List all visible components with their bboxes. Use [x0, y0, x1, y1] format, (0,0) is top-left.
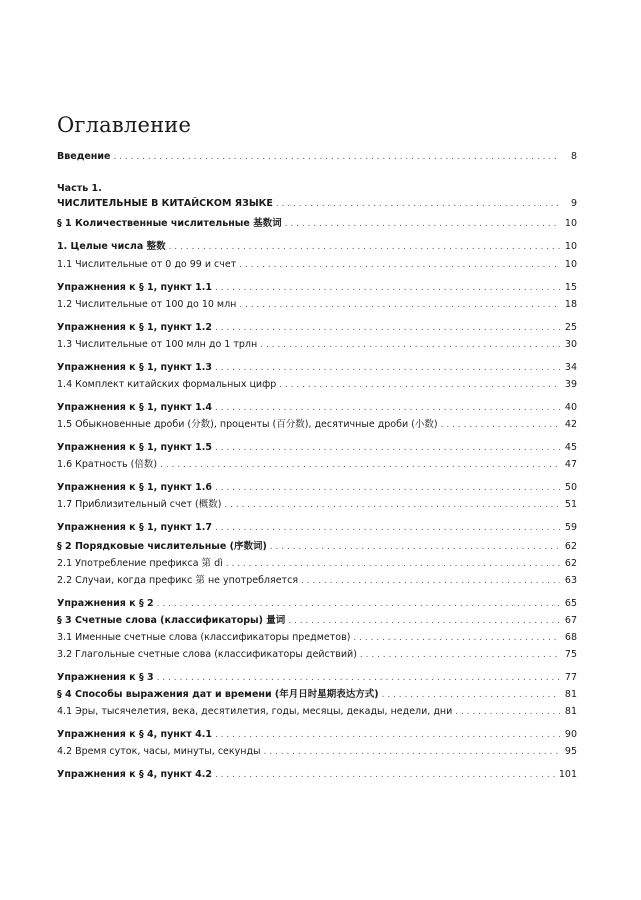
- toc-leader-dots: [215, 361, 560, 375]
- toc-entry-title: 3.2 Глагольные счетные слова (классификаторы действий): [57, 649, 357, 660]
- toc-entry-title: 1.7 Приблизительный счет (概数): [57, 499, 222, 510]
- toc-entry[interactable]: [57, 557, 577, 571]
- toc-entry-page: 101: [558, 769, 577, 780]
- toc-entry-page: 45: [564, 442, 577, 453]
- toc-entry-title: Упражнения к § 1, пункт 1.1: [57, 282, 212, 293]
- toc-leader-dots: [264, 745, 560, 759]
- toc-entry-title: Упражнения к § 1, пункт 1.5: [57, 442, 212, 453]
- toc-entry-page: 42: [564, 419, 577, 430]
- part-label: Часть 1.: [57, 183, 102, 194]
- toc-entry-page: 68: [564, 632, 577, 643]
- toc-entry-page: 51: [564, 499, 577, 510]
- toc-entry[interactable]: [57, 321, 577, 335]
- toc-leader-dots: [169, 240, 560, 254]
- toc-entry[interactable]: [57, 378, 577, 392]
- toc-entry[interactable]: [57, 298, 577, 312]
- toc-entry-title: § 2 Порядковые числительные (序数词): [57, 541, 267, 552]
- toc-entry-title: 1.2 Числительные от 100 до 10 млн: [57, 299, 237, 310]
- toc-entry-page: 81: [564, 689, 577, 700]
- toc-entry-title: Введение: [57, 151, 111, 162]
- toc-entry-title: 1.6 Кратность (倍数): [57, 459, 158, 470]
- toc-entry-title: 1.3 Числительные от 100 млн до 1 трлн: [57, 339, 258, 350]
- toc-entry-title: 2.1 Употребление префикса 第 dì: [57, 558, 223, 569]
- toc-leader-dots: [276, 197, 560, 211]
- toc-leader-dots: [215, 768, 556, 782]
- toc-entry[interactable]: [57, 574, 577, 588]
- toc-entry[interactable]: [57, 768, 577, 782]
- toc-entry-title: Упражнения к § 2: [57, 598, 154, 609]
- toc-entry-page: 77: [564, 672, 577, 683]
- toc-leader-dots: [224, 498, 560, 512]
- toc-entry-page: 62: [564, 541, 577, 552]
- toc-entry-title: Упражнения к § 4, пункт 4.2: [57, 769, 212, 780]
- toc-entry[interactable]: [57, 745, 577, 759]
- toc-entry-title: § 4 Способы выражения дат и времени (年月日时星期表达方式): [57, 689, 379, 700]
- toc-leader-dots: [279, 378, 560, 392]
- toc-leader-dots: [113, 150, 560, 164]
- toc-leader-dots: [215, 728, 560, 742]
- toc-entry-page: 40: [564, 402, 577, 413]
- toc-entry-title: ЧИСЛИТЕЛЬНЫЕ В КИТАЙСКОМ ЯЗЫКЕ: [57, 198, 273, 209]
- toc-entry-page: 50: [564, 482, 577, 493]
- toc-entry-page: 15: [564, 282, 577, 293]
- toc-entry-page: 62: [564, 558, 577, 569]
- toc-entry[interactable]: [57, 614, 577, 628]
- toc-entry[interactable]: [57, 418, 577, 432]
- toc-entry-title: 1.1 Числительные от 0 до 99 и счет: [57, 259, 237, 270]
- toc-entry[interactable]: [57, 458, 577, 472]
- toc-leader-dots: [215, 521, 560, 535]
- toc-leader-dots: [215, 401, 560, 415]
- toc-leader-dots: [360, 648, 560, 662]
- toc-page: [57, 0, 577, 900]
- toc-entry[interactable]: [57, 150, 577, 164]
- toc-entry-page: 81: [564, 706, 577, 717]
- toc-leader-dots: [285, 217, 560, 231]
- toc-entry[interactable]: [57, 688, 577, 702]
- toc-entry-page: 10: [564, 241, 577, 252]
- toc-entry-title: 1. Целые числа 整数: [57, 241, 166, 252]
- toc-entry-title: Упражнения к § 1, пункт 1.3: [57, 362, 212, 373]
- toc-entry-title: 4.1 Эры, тысячелетия, века, десятилетия, годы, месяцы, декады, недели, дни: [57, 706, 453, 717]
- toc-entry-page: 63: [564, 575, 577, 586]
- toc-entry-title: § 1 Количественные числительные 基数词: [57, 218, 282, 229]
- toc-entry[interactable]: [57, 240, 577, 254]
- toc-entry[interactable]: [57, 338, 577, 352]
- toc-entry-page: 65: [564, 598, 577, 609]
- toc-entry[interactable]: [57, 258, 577, 272]
- toc-entry[interactable]: [57, 705, 577, 719]
- toc-entry[interactable]: [57, 597, 577, 611]
- toc-entry[interactable]: [57, 671, 577, 685]
- toc-entry[interactable]: [57, 498, 577, 512]
- toc-entry-page: 39: [564, 379, 577, 390]
- toc-leader-dots: [441, 418, 560, 432]
- toc-entry-title: Упражнения к § 3: [57, 672, 154, 683]
- toc-leader-dots: [353, 631, 560, 645]
- toc-entry-page: 25: [564, 322, 577, 333]
- toc-entry-title: Упражнения к § 4, пункт 4.1: [57, 729, 212, 740]
- toc-leader-dots: [157, 671, 560, 685]
- toc-entry[interactable]: [57, 648, 577, 662]
- toc-entry-page: 10: [564, 259, 577, 270]
- toc-entry-title: Упражнения к § 1, пункт 1.6: [57, 482, 212, 493]
- page-title: Оглавление: [57, 113, 192, 137]
- toc-leader-dots: [226, 557, 560, 571]
- toc-entry-page: 59: [564, 522, 577, 533]
- toc-leader-dots: [160, 458, 560, 472]
- toc-entry[interactable]: [57, 540, 577, 554]
- toc-entry-page: 47: [564, 459, 577, 470]
- toc-leader-dots: [215, 481, 560, 495]
- toc-leader-dots: [260, 338, 560, 352]
- toc-entry[interactable]: [57, 728, 577, 742]
- toc-entry-title: Упражнения к § 1, пункт 1.7: [57, 522, 212, 533]
- toc-entry-page: 67: [564, 615, 577, 626]
- toc-entry-page: 18: [564, 299, 577, 310]
- toc-leader-dots: [288, 614, 560, 628]
- toc-leader-dots: [239, 298, 560, 312]
- toc-entry-page: 75: [564, 649, 577, 660]
- toc-entry[interactable]: [57, 401, 577, 415]
- toc-entry[interactable]: [57, 521, 577, 535]
- toc-leader-dots: [455, 705, 560, 719]
- toc-entry-title: § 3 Счетные слова (классификаторы) 量词: [57, 615, 286, 626]
- toc-entry-title: Упражнения к § 1, пункт 1.2: [57, 322, 212, 333]
- toc-entry[interactable]: [57, 281, 577, 295]
- toc-entry-page: 90: [564, 729, 577, 740]
- toc-entry[interactable]: [57, 361, 577, 375]
- toc-entry[interactable]: [57, 441, 577, 455]
- toc-leader-dots: [239, 258, 560, 272]
- toc-entry-title: Упражнения к § 1, пункт 1.4: [57, 402, 212, 413]
- toc-entry-title: 2.2 Случаи, когда префикс 第 не употребляется: [57, 575, 299, 586]
- toc-leader-dots: [215, 441, 560, 455]
- toc-leader-dots: [215, 321, 560, 335]
- toc-leader-dots: [215, 281, 560, 295]
- toc-entry-title: 1.5 Обыкновенные дроби (分数), проценты (百分数), десятичные дроби (小数): [57, 419, 438, 430]
- toc-entry-page: 34: [564, 362, 577, 373]
- toc-leader-dots: [157, 597, 560, 611]
- toc-entry-title: 3.1 Именные счетные слова (классификаторы предметов): [57, 632, 351, 643]
- toc-entry-page: 10: [564, 218, 577, 229]
- toc-entry-page: 95: [564, 746, 577, 757]
- toc-leader-dots: [301, 574, 560, 588]
- toc-leader-dots: [270, 540, 560, 554]
- toc-entry-page: 30: [564, 339, 577, 350]
- toc-entry[interactable]: [57, 481, 577, 495]
- toc-entry-page: 9: [570, 198, 577, 209]
- toc-entry[interactable]: [57, 197, 577, 211]
- toc-entry-title: 4.2 Время суток, часы, минуты, секунды: [57, 746, 261, 757]
- toc-entry[interactable]: [57, 217, 577, 231]
- toc-entry-title: 1.4 Комплект китайских формальных цифр: [57, 379, 277, 390]
- toc-entry-page: 8: [570, 151, 577, 162]
- toc-entry[interactable]: [57, 631, 577, 645]
- toc-leader-dots: [382, 688, 560, 702]
